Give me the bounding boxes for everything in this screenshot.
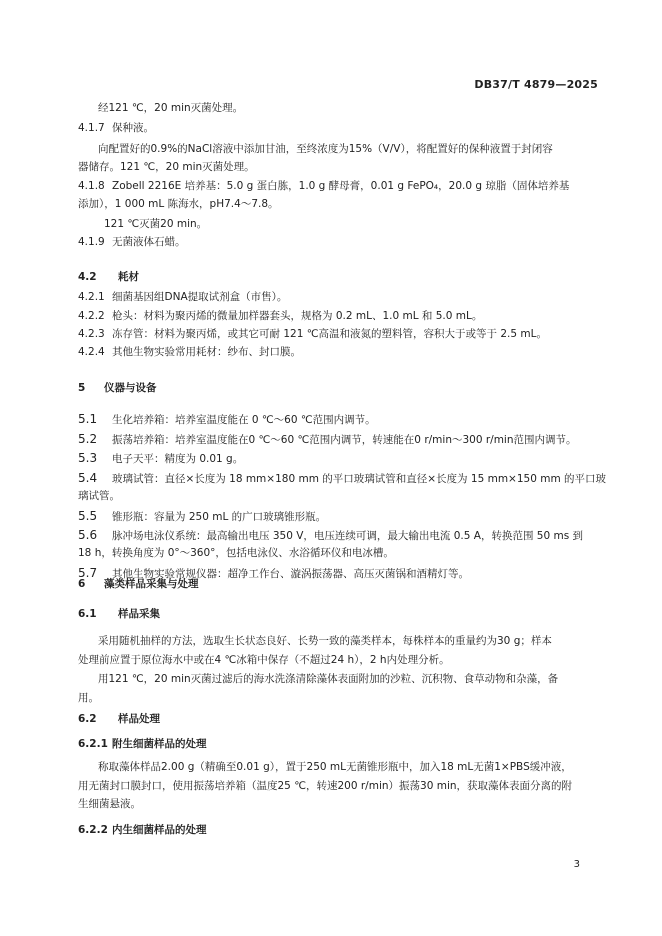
clause-number: 5.4 [78, 471, 98, 485]
clause-number: 4.1.7 [78, 122, 105, 134]
text-line: 18 h，转换角度为 0°～360°，包括电泳仪、水浴循环仪和电冰槽。 [78, 547, 394, 559]
clause-5-3 [78, 451, 243, 466]
text-line: 采用随机抽样的方法，选取生长状态良好、长势一致的藻类样本，每株样本的重量约为30 g；样本 [98, 635, 552, 647]
clause-text: 脉冲场电泳仪系统：最高输出电压 350 V，电压连续可调，最大输出电流 0.5 A，转换范围 50 ms 到 [112, 530, 584, 542]
clause-number: 5.1 [78, 412, 98, 426]
clause-number: 5.2 [78, 432, 98, 446]
clause-text: 生化培养箱：培养室温度能在 0 ℃～60 ℃范围内调节。 [112, 414, 376, 426]
section-title: 样品采集 [118, 608, 160, 620]
clause-5-4 [78, 471, 606, 486]
section-title: 藻类样品采集与处理 [104, 578, 199, 590]
section-6-2-2-heading [78, 823, 207, 837]
clause-number: 4.2.1 [78, 291, 105, 303]
section-number: 6 [78, 578, 86, 590]
clause-text: 无菌液体石蜡。 [112, 236, 186, 248]
text-line: 处理前应置于原位海水中或在4 ℃冰箱中保存（不超过24 h），2 h内处理分析。 [78, 654, 450, 666]
clause-text: 枪头：材料为聚丙烯的微量加样器套头，规格为 0.2 mL、1.0 mL 和 5.0 mL。 [112, 310, 483, 322]
text-line: 璃试管。 [78, 490, 120, 502]
clause-4-2-4 [78, 345, 301, 359]
clause-number: 5.3 [78, 451, 98, 465]
clause-4-1-9 [78, 235, 186, 249]
page-header-doc-id: DB37/T 4879—2025 [474, 78, 598, 91]
section-title: 附生细菌样品的处理 [112, 738, 207, 750]
section-title: 内生细菌样品的处理 [112, 824, 207, 836]
clause-5-6 [78, 528, 583, 543]
clause-number: 4.2.4 [78, 346, 105, 358]
clause-number: 4.1.8 [78, 180, 105, 192]
text-line: 器储存。121 ℃，20 min灭菌处理。 [78, 161, 255, 173]
section-title: 耗材 [118, 271, 139, 283]
clause-text: 振荡培养箱：培养室温度能在0 ℃～60 ℃范围内调节，转速能在0 r/min～300 r/min范围内调节。 [112, 434, 577, 446]
text-line: 用无菌封口膜封口，使用振荡培养箱（温度25 ℃，转速200 r/min）振荡30 min，获取藻体表面分离的附 [78, 780, 573, 792]
section-5-heading [78, 381, 157, 395]
clause-5-1 [78, 412, 376, 427]
text-line: 向配置好的0.9%的NaCl溶液中添加甘油，至终浓度为15%（V/V），将配置好的保种液置于封闭容 [98, 143, 553, 155]
clause-5-2 [78, 432, 577, 447]
clause-text: Zobell 2216E 培养基：5.0 g 蛋白胨，1.0 g 酵母膏，0.01 g FePO₄，20.0 g 琼脂（固体培养基 [112, 180, 570, 192]
clause-number: 5.7 [78, 566, 98, 580]
section-number: 5 [78, 382, 86, 394]
clause-number: 5.6 [78, 528, 98, 542]
section-6-2-1-heading [78, 737, 207, 751]
clause-number: 4.1.9 [78, 236, 105, 248]
section-title: 样品处理 [118, 713, 160, 725]
section-6-2-heading [78, 712, 160, 726]
text-line: 添加），1 000 mL 陈海水，pH7.4～7.8。 [78, 198, 279, 210]
text-line: 121 ℃灭菌20 min。 [104, 218, 208, 230]
clause-text: 玻璃试管：直径×长度为 18 mm×180 mm 的平口玻璃试管和直径×长度为 15 mm×150 mm 的平口玻 [112, 473, 607, 485]
clause-number: 4.2.3 [78, 328, 105, 340]
clause-text: 锥形瓶：容量为 250 mL 的广口玻璃锥形瓶。 [112, 511, 327, 523]
clause-text: 细菌基因组DNA提取试剂盒（市售）。 [112, 291, 288, 303]
clause-4-1-8 [78, 179, 569, 193]
clause-text: 冻存管：材料为聚丙烯，或其它可耐 121 ℃高温和液氮的塑料管，容积大于或等于 2.5 mL。 [112, 328, 547, 340]
section-title: 仪器与设备 [104, 382, 157, 394]
section-6-1-heading [78, 607, 160, 621]
text-line: 用121 ℃，20 min灭菌过滤后的海水洗涤清除藻体表面附加的沙粒、沉积物、食草动物和杂藻，备 [98, 673, 559, 685]
text-line: 用。 [78, 692, 99, 704]
section-number: 6.2.2 [78, 824, 108, 836]
clause-4-2-1 [78, 290, 287, 304]
clause-4-2-2 [78, 309, 482, 323]
page-number: 3 [573, 859, 580, 870]
clause-4-1-7 [78, 121, 154, 135]
clause-text: 其他生物实验常规仪器：超净工作台、漩涡振荡器、高压灭菌锅和酒精灯等。 [112, 568, 469, 580]
clause-number: 4.2.2 [78, 310, 105, 322]
clause-4-2-3 [78, 327, 547, 341]
clause-number: 5.5 [78, 509, 98, 523]
text-line: 经121 ℃，20 min灭菌处理。 [98, 102, 244, 114]
section-6-heading [78, 577, 199, 591]
clause-text: 其他生物实验常用耗材：纱布、封口膜。 [112, 346, 301, 358]
clause-text: 电子天平：精度为 0.01 g。 [112, 453, 244, 465]
clause-text: 保种液。 [112, 122, 154, 134]
text-line: 称取藻体样品2.00 g（精确至0.01 g），置于250 mL无菌锥形瓶中，加入18 mL无菌1×PBS缓冲液， [98, 761, 572, 773]
section-number: 6.2.1 [78, 738, 108, 750]
section-number: 4.2 [78, 271, 97, 283]
section-number: 6.1 [78, 608, 97, 620]
clause-5-5 [78, 509, 326, 524]
text-line: 生细菌悬液。 [78, 798, 141, 810]
section-4-2-heading [78, 270, 139, 284]
section-number: 6.2 [78, 713, 97, 725]
